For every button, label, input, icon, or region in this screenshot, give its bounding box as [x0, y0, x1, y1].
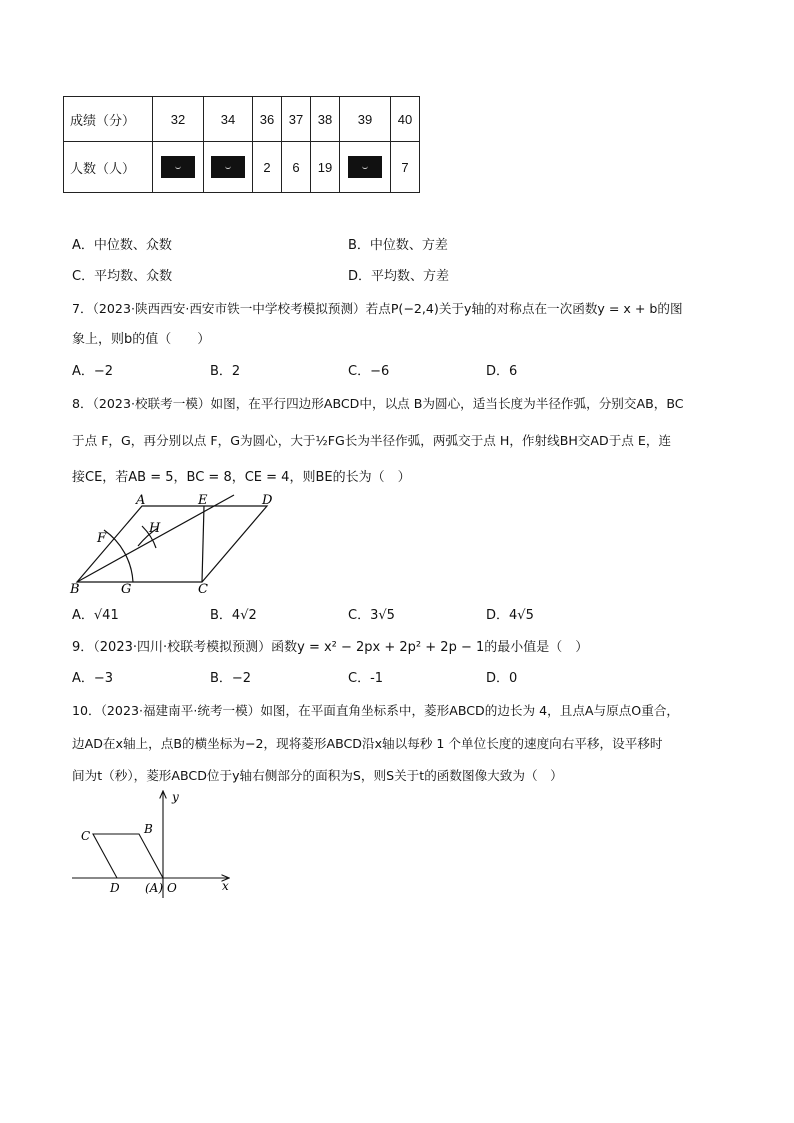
- option-a: A．−3: [72, 671, 114, 686]
- question-8-line-2: 于点 F，G，再分别以点 F，G为圆心，大于½FG长为半径作弧，两弧交于点 H，作射线BH交AD于点 E，连: [72, 433, 672, 448]
- question-9-line-1: 9．（2023·四川·校联考模拟预测）函数y = x² − 2px + 2p² + 2p − 1的最小值是（ ）: [72, 640, 589, 655]
- option-b: B．4√2: [210, 608, 257, 623]
- label-h: H: [149, 521, 161, 536]
- table-cell: 36: [253, 97, 282, 142]
- table-cell: 6: [282, 142, 311, 193]
- option-b: B．2: [210, 364, 241, 379]
- label-a-paren: (A): [145, 881, 164, 895]
- label-x: x: [222, 879, 229, 893]
- question-10-line-1: 10．（2023·福建南平·统考一模）如图，在平面直角坐标系中，菱形ABCD的边长为 4，且点A与原点O重合，: [72, 703, 680, 718]
- rhombus-coordinate-figure: [68, 788, 238, 900]
- question-8-line-3: 接CE，若AB = 5，BC = 8，CE = 4，则BE的长为（ ）: [72, 470, 411, 485]
- table-cell: 32: [153, 97, 204, 142]
- option-b: B．中位数、方差: [348, 238, 448, 253]
- option-c: C．-1: [348, 671, 384, 686]
- label-d: D: [262, 493, 273, 508]
- table-cell-redacted: [204, 142, 253, 193]
- label-o: O: [167, 881, 177, 895]
- table-cell: 40: [391, 97, 420, 142]
- segment-ce: [202, 506, 204, 582]
- redacted-block: [348, 156, 382, 178]
- option-a: A．−2: [72, 364, 114, 379]
- question-10-line-3: 间为t（秒），菱形ABCD位于y轴右侧部分的面积为S，则S关于t的函数图像大致为（ ）: [72, 768, 563, 783]
- table-cell: 38: [311, 97, 340, 142]
- label-b: B: [70, 582, 80, 594]
- table-cell: 37: [282, 97, 311, 142]
- redacted-block: [211, 156, 245, 178]
- table-cell: 2: [253, 142, 282, 193]
- option-a: A．√41: [72, 608, 119, 623]
- question-10-line-2: 边AD在x轴上，点B的横坐标为−2，现将菱形ABCD沿x轴以每秒 1 个单位长度的速度向右平移，设平移时: [72, 736, 663, 751]
- label-a: A: [136, 493, 146, 508]
- table-cell-redacted: [340, 142, 391, 193]
- option-c: C．−6: [348, 364, 390, 379]
- option-c: C．平均数、众数: [72, 269, 173, 284]
- label-c: C: [81, 829, 91, 843]
- table-row-score: [64, 97, 420, 142]
- question-7-line-1: 7．（2023·陕西西安·西安市铁一中学校考模拟预测）若点P(−2,4)关于y轴的对称点在一次函数y = x + b的图: [72, 301, 683, 316]
- option-d: D．平均数、方差: [348, 269, 450, 284]
- option-b: B．−2: [210, 671, 252, 686]
- table-cell: 39: [340, 97, 391, 142]
- label-e: E: [198, 493, 208, 508]
- label-c: C: [198, 582, 208, 594]
- redacted-block: [161, 156, 195, 178]
- label-b: B: [144, 822, 153, 836]
- table-cell: 19: [311, 142, 340, 193]
- option-d: D．6: [486, 364, 518, 379]
- option-c: C．3√5: [348, 608, 395, 623]
- table-cell-redacted: [153, 142, 204, 193]
- table-cell: 34: [204, 97, 253, 142]
- table-cell: 成绩（分）: [64, 97, 153, 142]
- label-f: F: [97, 531, 107, 546]
- option-d: D．4√5: [486, 608, 534, 623]
- table-row-count: [64, 142, 420, 193]
- score-table: [63, 96, 420, 193]
- label-g: G: [121, 582, 132, 594]
- label-y: y: [172, 790, 179, 804]
- parallelogram-figure: [68, 490, 288, 594]
- question-8-line-1: 8．（2023·校联考一模）如图，在平行四边形ABCD中，以点 B为圆心，适当长度为半径作弧，分别交AB，BC: [72, 396, 684, 411]
- question-7-line-2: 象上，则b的值（ ）: [72, 332, 211, 347]
- table-cell: 人数（人）: [64, 142, 153, 193]
- option-d: D．0: [486, 671, 518, 686]
- arc-fg: [104, 530, 133, 582]
- table-cell: 7: [391, 142, 420, 193]
- option-a: A．中位数、众数: [72, 238, 172, 253]
- rhombus-abcd: [93, 834, 163, 878]
- label-d: D: [110, 881, 120, 895]
